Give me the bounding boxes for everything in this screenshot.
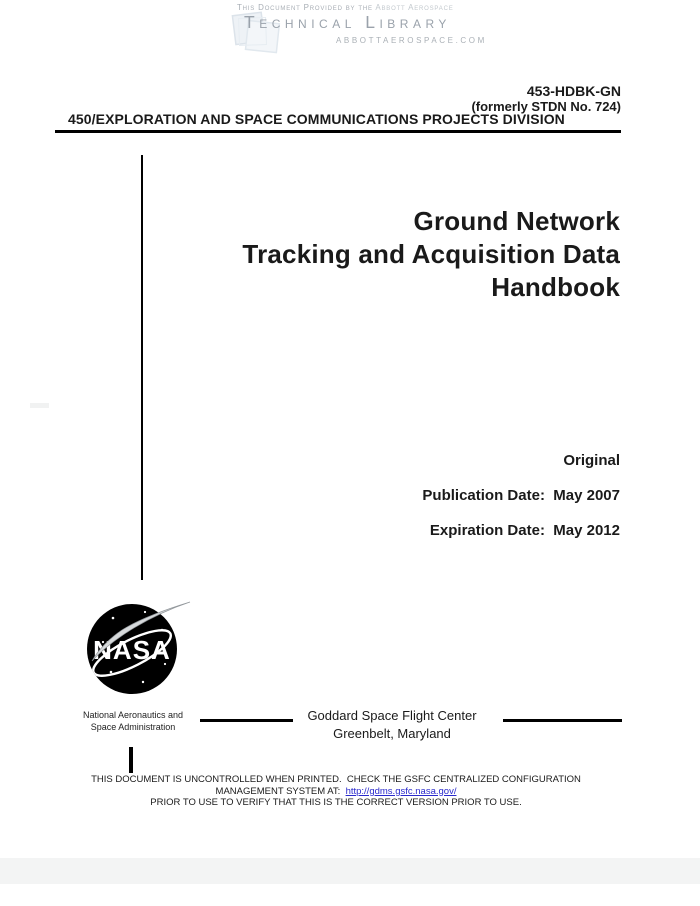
watermark-provided-line [237, 3, 454, 12]
short-vertical-rule [129, 747, 133, 773]
center-location: Greenbelt, Maryland [333, 726, 451, 741]
footer-line-2-prefix: MANAGEMENT SYSTEM AT: [215, 785, 346, 797]
gdms-link[interactable]: http://gdms.gsfc.nasa.gov/ [345, 785, 457, 797]
document-title [242, 205, 620, 304]
watermark-site-text: ABBOTTAEROSPACE.COM [336, 36, 487, 45]
publication-date: Publication Date: May 2007 [422, 487, 620, 504]
document-former-number: (formerly STDN No. 724) [471, 99, 621, 114]
agency-name-line-2: Space Administration [90, 721, 176, 732]
revision-label: Original [563, 452, 620, 469]
watermark-library-title: Technical Library [244, 12, 451, 32]
nasa-logo-text: NASA [93, 635, 171, 665]
agency-name-line-1: National Aeronautics and [82, 710, 184, 720]
center-address-block [292, 707, 492, 743]
footer-line-1: THIS DOCUMENT IS UNCONTROLLED WHEN PRINTED. CHECK THE GSFC CENTRALIZED CONFIGURATION [91, 774, 581, 785]
watermark-provided-brand: Abbott Aerospace [375, 3, 454, 12]
goddard-left-rule [200, 719, 293, 722]
title-line-1: Ground Network [413, 206, 620, 236]
scan-artifact-dash [30, 403, 49, 408]
nasa-logo [85, 598, 193, 696]
footer-line-2 [0, 786, 672, 798]
title-line-2: Tracking and Acquisition Data [242, 239, 620, 269]
goddard-right-rule [503, 719, 622, 722]
expiration-date: Expiration Date: May 2012 [429, 522, 620, 539]
title-line-3: Handbook [491, 272, 620, 302]
bottom-gray-band [0, 858, 700, 884]
watermark-provided-prefix: This Document Provided by the [237, 3, 376, 12]
left-vertical-rule [141, 155, 143, 580]
division-header: 450/EXPLORATION AND SPACE COMMUNICATIONS PROJECTS DIVISION [55, 111, 621, 133]
footer-notice [0, 774, 672, 809]
footer-line-3: PRIOR TO USE TO VERIFY THAT THIS IS THE CORRECT VERSION PRIOR TO USE. [150, 797, 522, 809]
agency-name [60, 710, 206, 733]
center-name: Goddard Space Flight Center [307, 708, 477, 723]
document-number: 453-HDBK-GN [526, 83, 621, 99]
